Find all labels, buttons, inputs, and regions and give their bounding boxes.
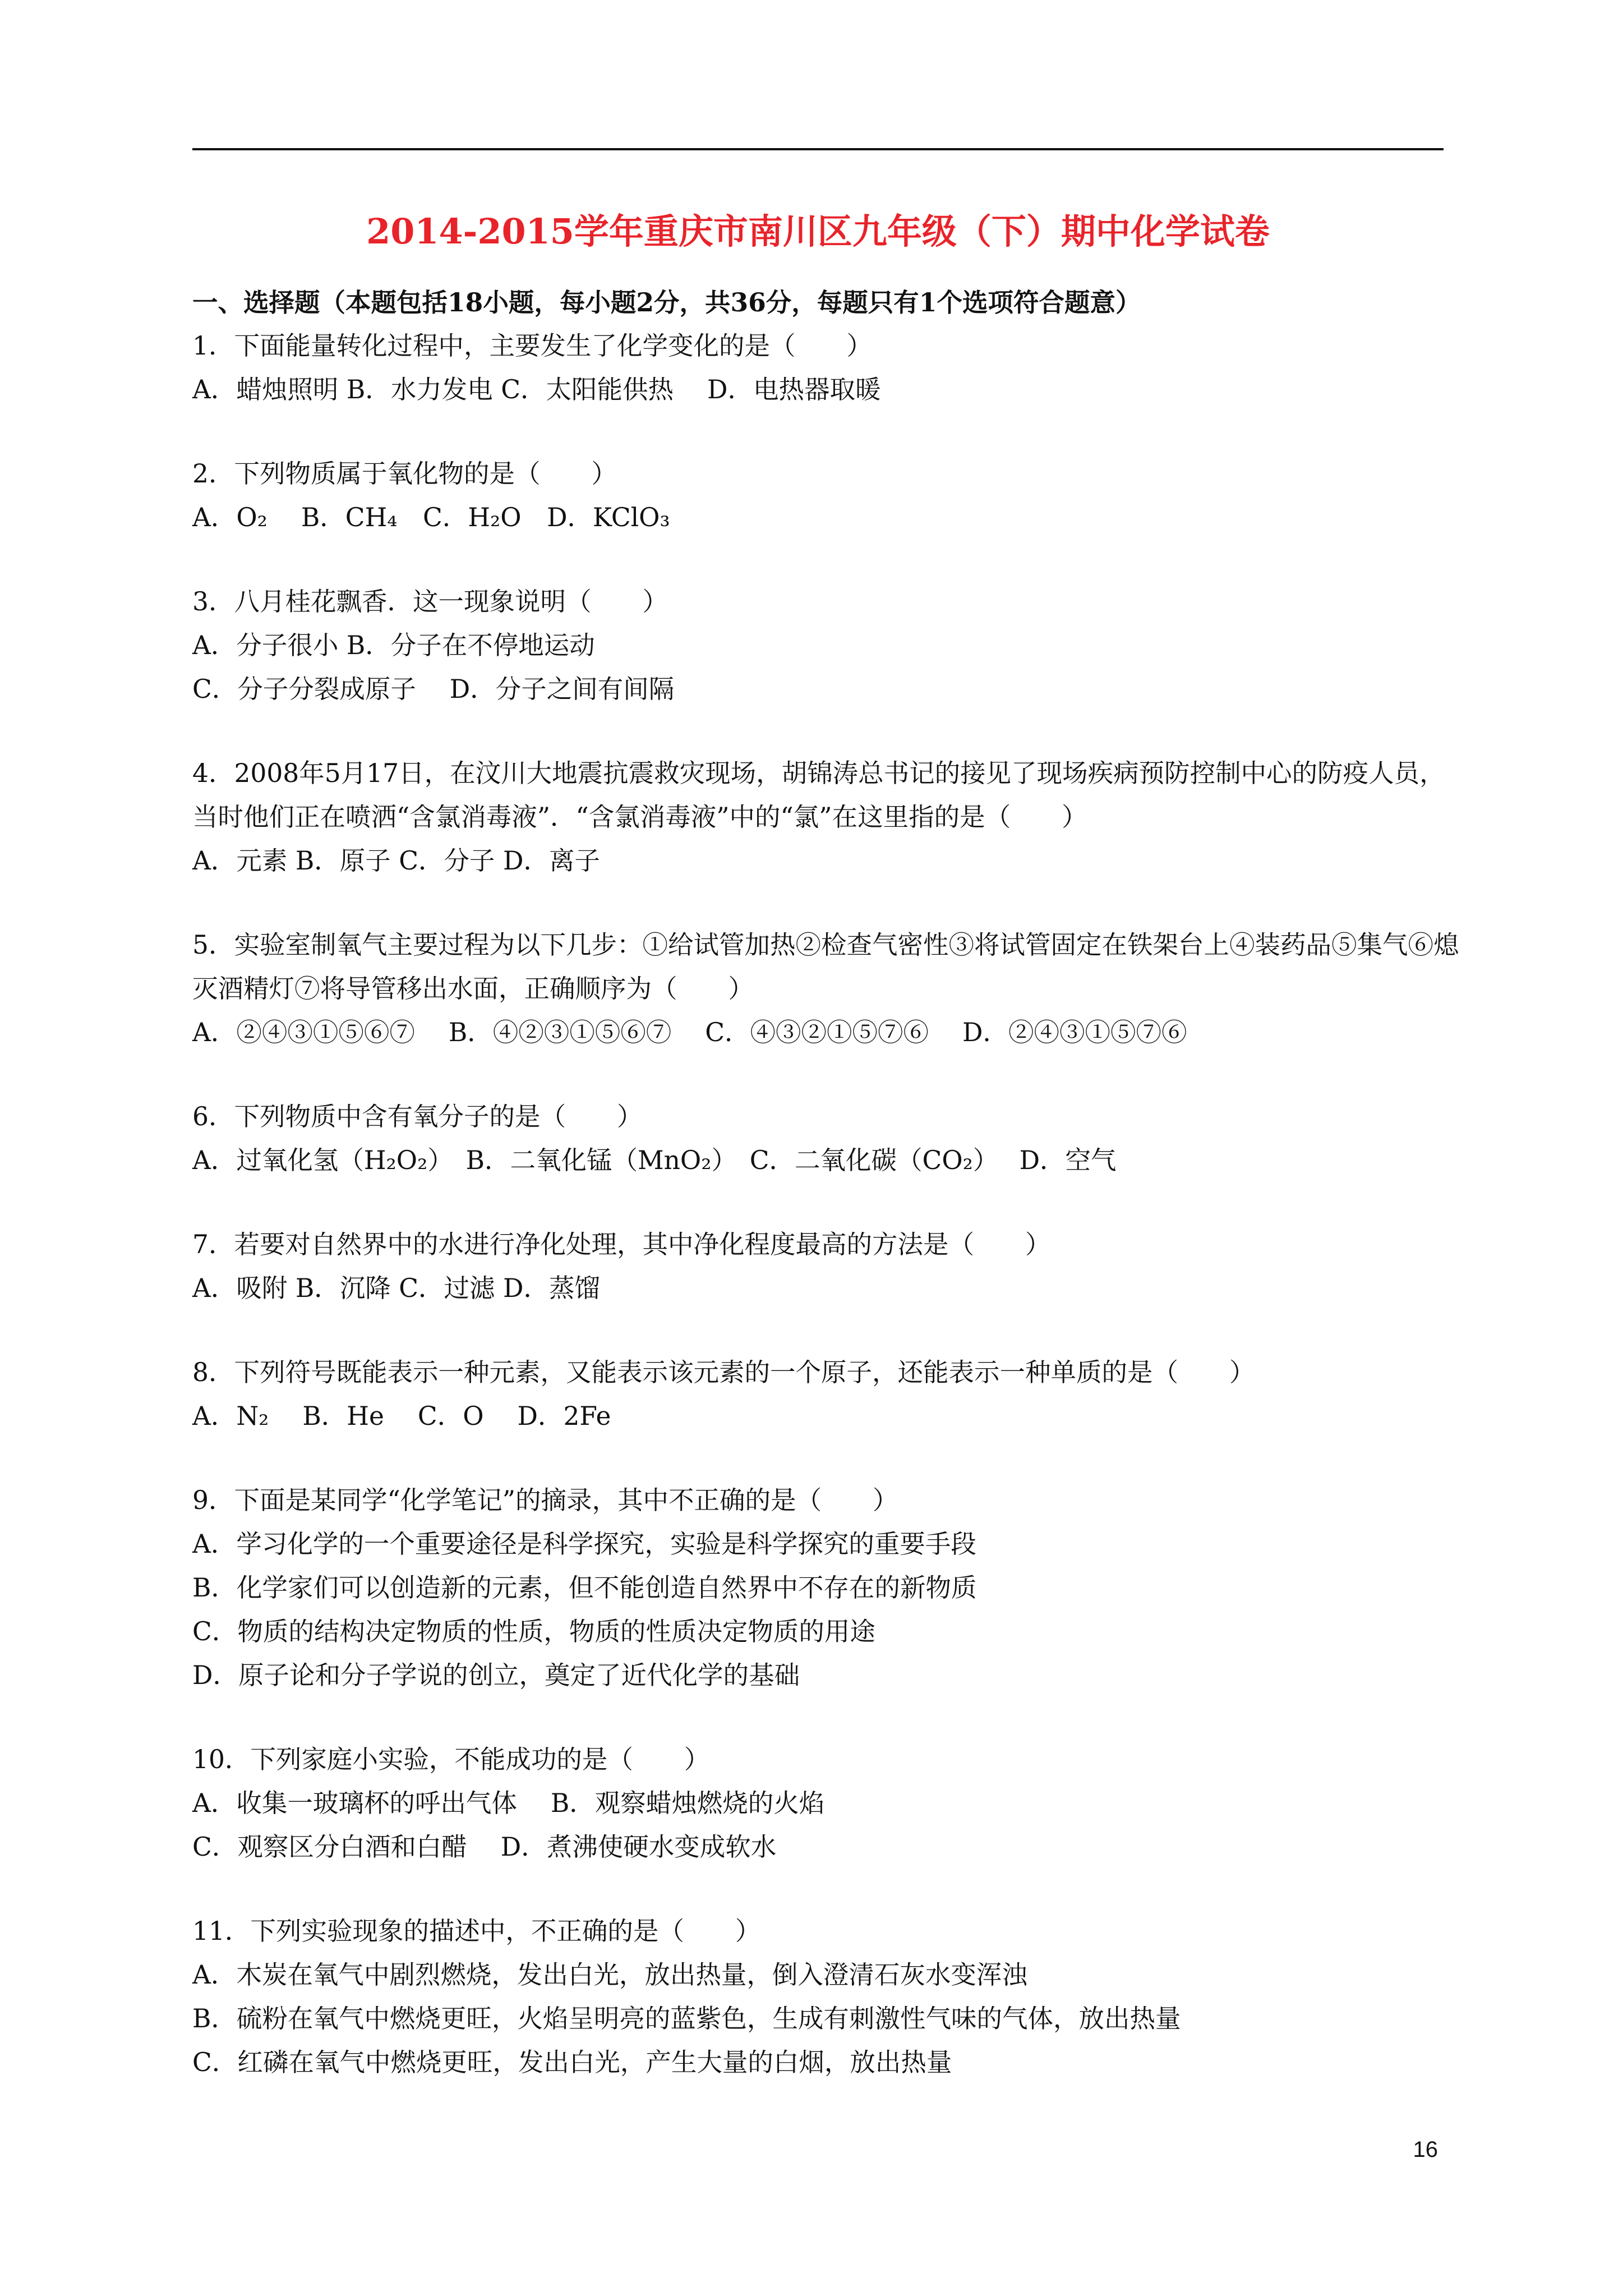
- question-4: [192, 752, 1460, 883]
- answer-options: A．分子很小 B．分子在不停地运动: [192, 631, 595, 660]
- answer-options: B．硫粉在氧气中燃烧更旺，火焰呈明亮的蓝紫色，生成有刺激性气味的气体，放出热量: [192, 2004, 1181, 2033]
- answer-options: A．元素 B．原子 C．分子 D．离子: [192, 846, 600, 876]
- exam-title: 2014-2015学年重庆市南川区九年级（下）期中化学试卷: [366, 211, 1270, 252]
- exam-body: [192, 280, 1460, 2085]
- question-stem: 8．下列符号既能表示一种元素，又能表示该元素的一个原子，还能表示一种单质的是（ ）: [192, 1358, 1255, 1387]
- question-stem: 4．2008年5月17日，在汶川大地震抗震救灾现场，胡锦涛总书记的接见了现场疾病预防控制中心的防疫人员，当时他们正在喷洒“含氯消毒液”．“含氯消毒液”中的“氯”在这里指的是（ ）: [192, 758, 1445, 832]
- question-6: [192, 1095, 1460, 1182]
- answer-options: A．②④③①⑤⑥⑦ B．④②③①⑤⑥⑦ C．④③②①⑤⑦⑥ D．②④③①⑤⑦⑥: [192, 1018, 1187, 1047]
- question-stem: 10．下列家庭小实验，不能成功的是（ ）: [192, 1745, 710, 1774]
- question-stem: 2．下列物质属于氧化物的是（ ）: [192, 459, 617, 489]
- answer-options: A．N₂ B．He C．O D．2Fe: [192, 1401, 611, 1431]
- answer-options: A．吸附 B．沉降 C．过滤 D．蒸馏: [192, 1273, 600, 1303]
- answer-options: C．观察区分白酒和白醋 D．煮沸使硬水变成软水: [192, 1832, 777, 1862]
- question-11: [192, 1910, 1460, 2085]
- answer-options: A．蜡烛照明 B．水力发电 C．太阳能供热 D．电热器取暖: [192, 375, 881, 404]
- question-9: [192, 1479, 1460, 1697]
- question-list: [192, 324, 1460, 2085]
- answer-options: A．过氧化氢（H₂O₂） B．二氧化锰（MnO₂） C．二氧化碳（CO₂） D．空气: [192, 1145, 1117, 1175]
- question-1: [192, 324, 1460, 412]
- question-stem: 6．下列物质中含有氧分子的是（ ）: [192, 1102, 643, 1131]
- answer-options: A．木炭在氧气中剧烈燃烧，发出白光，放出热量，倒入澄清石灰水变浑浊: [192, 1960, 1027, 1990]
- question-stem: 9．下面是某同学“化学笔记”的摘录，其中不正确的是（ ）: [192, 1485, 898, 1515]
- question-stem: 1．下面能量转化过程中，主要发生了化学变化的是（ ）: [192, 331, 872, 361]
- question-stem: 3．八月桂花飘香．这一现象说明（ ）: [192, 587, 668, 616]
- answer-options: A．学习化学的一个重要途径是科学探究，实验是科学探究的重要手段: [192, 1529, 976, 1559]
- question-7: [192, 1223, 1460, 1310]
- section-heading: 一、选择题（本题包括18小题，每小题2分，共36分，每题只有1个选项符合题意）: [192, 287, 1141, 318]
- question-10: [192, 1738, 1460, 1869]
- question-2: [192, 452, 1460, 540]
- answer-options: A．O₂ B．CH₄ C．H₂O D．KClO₃: [192, 503, 670, 532]
- header-rule: [192, 148, 1444, 150]
- question-stem: 11．下列实验现象的描述中，不正确的是（ ）: [192, 1916, 761, 1946]
- answer-options: D．原子论和分子学说的创立，奠定了近代化学的基础: [192, 1660, 800, 1690]
- answer-options: C．物质的结构决定物质的性质，物质的性质决定物质的用途: [192, 1617, 875, 1646]
- question-stem: 7．若要对自然界中的水进行净化处理，其中净化程度最高的方法是（ ）: [192, 1230, 1051, 1259]
- answer-options: B．化学家们可以创造新的元素，但不能创造自然界中不存在的新物质: [192, 1573, 977, 1603]
- page-number: 16: [1413, 2137, 1438, 2162]
- question-8: [192, 1351, 1460, 1438]
- question-stem: 5．实验室制氧气主要过程为以下几步：①给试管加热②检查气密性③将试管固定在铁架台上④装药品⑤集气⑥熄灭酒精灯⑦将导管移出水面，正确顺序为（ ）: [192, 930, 1459, 1004]
- question-5: [192, 923, 1460, 1055]
- answer-options: A．收集一玻璃杯的呼出气体 B．观察蜡烛燃烧的火焰: [192, 1788, 825, 1818]
- question-3: [192, 580, 1460, 711]
- answer-options: C．红磷在氧气中燃烧更旺，发出白光，产生大量的白烟，放出热量: [192, 2047, 952, 2077]
- answer-options: C．分子分裂成原子 D．分子之间有间隔: [192, 674, 675, 704]
